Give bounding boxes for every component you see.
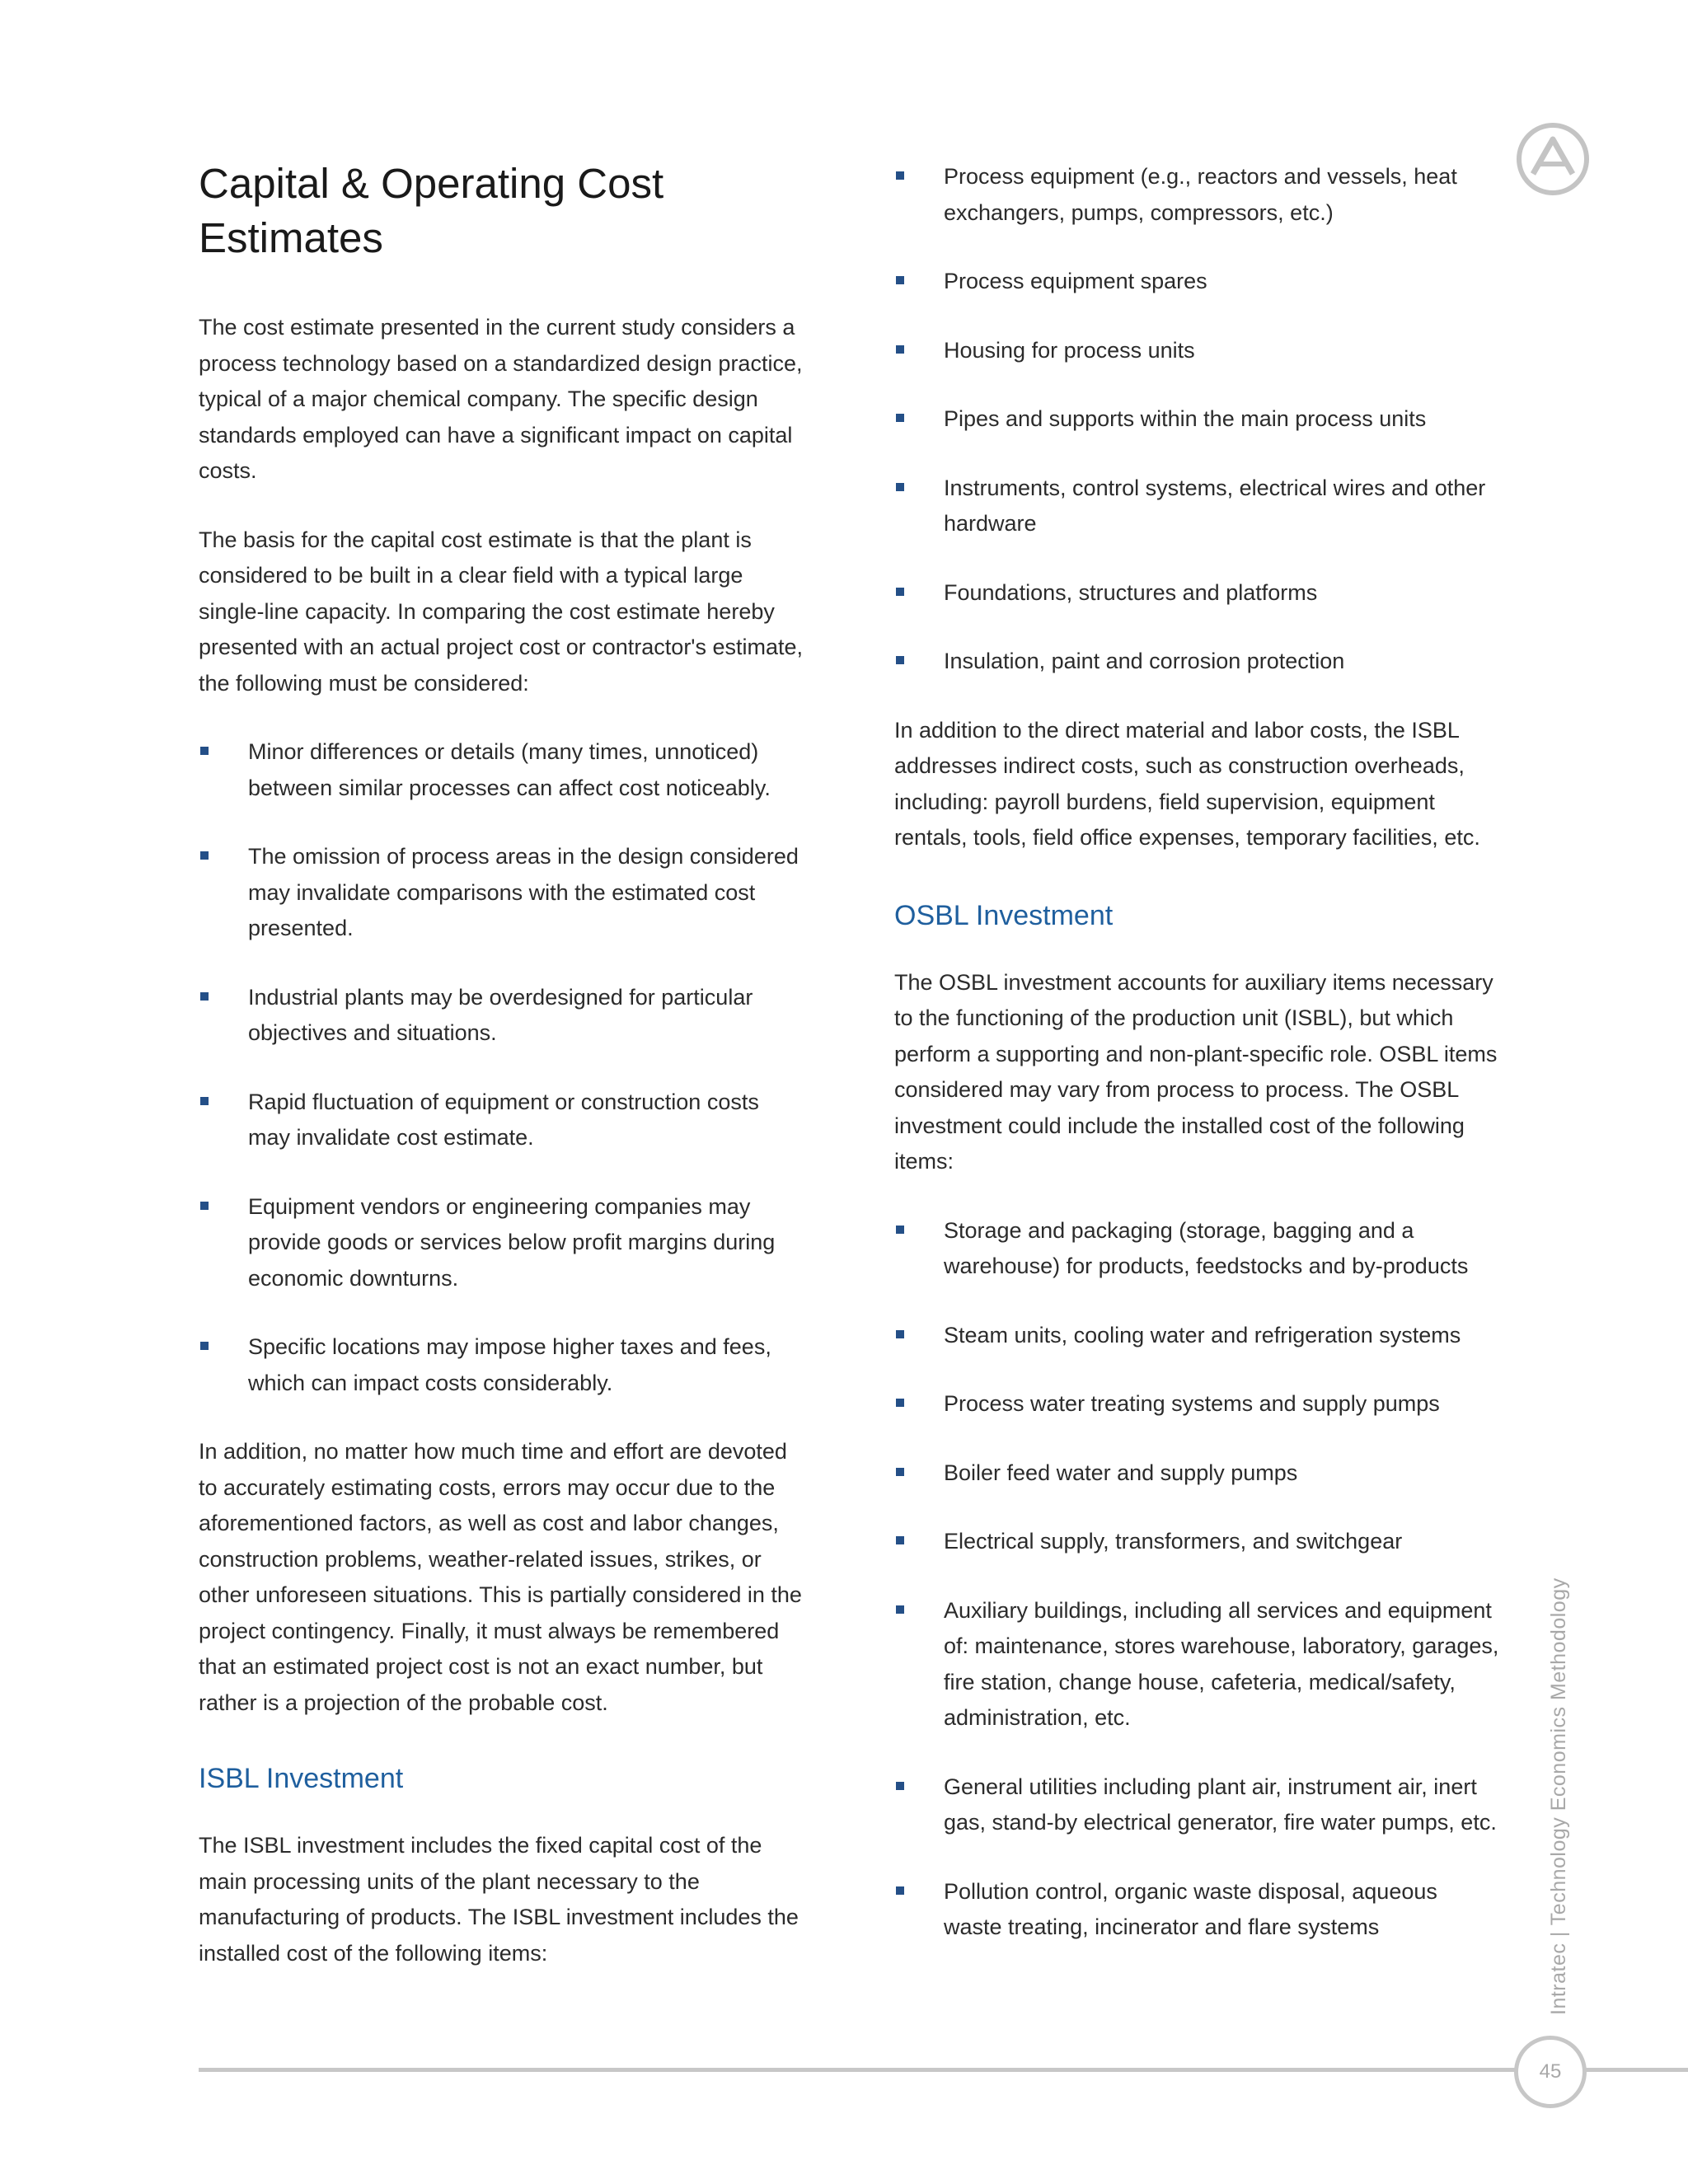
bullet-square-icon [896,588,904,596]
bullet-square-icon [896,1226,904,1234]
bullet-square-icon [896,1330,904,1338]
intratec-logo-icon [1515,121,1591,197]
page-title: Capital & Operating Cost Estimates [199,160,664,261]
list-item: Minor differences or details (many times, unnoticed) between similar processes can affect cost noticeably. [199,734,804,806]
isbl-indirect-paragraph: In addition to the direct material and labor costs, the ISBL addresses indirect costs, such as construction overheads, including: payroll burdens, field supervision, equipment rentals, tools, field office expenses, temporary facilities, etc. [894,717,1480,850]
bullet-square-icon [896,1886,904,1895]
list-item: Insulation, paint and corrosion protection [894,644,1500,680]
left-column [199,157,804,2004]
list-item: Pipes and supports within the main process units [894,401,1500,438]
bullet-square-icon [200,851,209,860]
list-item: Specific locations may impose higher taxes and fees, which can impact costs considerably. [199,1329,804,1401]
bullet-square-icon [896,1536,904,1544]
list-item: Pollution control, organic waste disposal, aqueous waste treating, incinerator and flare systems [894,1874,1500,1946]
list-item: General utilities including plant air, instrument air, inert gas, stand-by electrical generator, fire water pumps, etc. [894,1769,1500,1841]
osbl-paragraph: The OSBL investment accounts for auxiliary items necessary to the functioning of the production unit (ISBL), but which perform a supporting and non-plant-specific role. OSBL items considered may vary from process to process. The OSBL investment could include the installed cost of the following items: [894,969,1498,1174]
basis-paragraph: The basis for the capital cost estimate is that the plant is considered to be built in a clear field with a typical large single-line capacity. In comparing the cost estimate hereby presented with an actual project cost or contractor's estimate, the following must be considered: [199,527,804,696]
bullet-square-icon [896,1468,904,1476]
osbl-items-list [894,1213,1500,1946]
osbl-heading: OSBL Investment [894,899,1114,931]
list-item: Instruments, control systems, electrical wires and other hardware [894,471,1500,542]
list-item: Process water treating systems and supply pumps [894,1386,1500,1422]
list-item: Rapid fluctuation of equipment or construction costs may invalidate cost estimate. [199,1085,804,1156]
list-item: Process equipment spares [894,264,1500,300]
list-item: Steam units, cooling water and refrigeration systems [894,1318,1500,1354]
intro-paragraph: The cost estimate presented in the current study considers a process technology based on a standardized design practice, typical of a major chemical company. The specific design standards employed can have a significant impact on capital costs. [199,315,803,483]
bullet-square-icon [896,276,904,284]
isbl-paragraph: The ISBL investment includes the fixed capital cost of the main processing units of the plant necessary to the manufacturing of products. The ISBL investment includes the installed cost of the following items: [199,1833,799,1966]
bullet-square-icon [896,414,904,422]
bullet-square-icon [200,1097,209,1105]
list-item: Electrical supply, transformers, and switchgear [894,1524,1500,1560]
bullet-square-icon [896,171,904,180]
isbl-heading: ISBL Investment [199,1763,404,1794]
page-number: 45 [1514,2036,1587,2108]
errors-paragraph: In addition, no matter how much time and effort are devoted to accurately estimating costs, errors may occur due to the aforementioned factors, as well as cost and labor changes, construction problems, weather-related issues, strikes, or other unforeseen situations. This is partially considered in the project contingency. Finally, it must always be remembered that an estimated project cost is not an exact number, but rather is a projection of the probable cost. [199,1439,802,1715]
list-item: The omission of process areas in the design considered may invalidate comparisons with the estimated cost presented. [199,839,804,947]
bullet-square-icon [896,483,904,491]
bullet-square-icon [200,747,209,755]
bullet-square-icon [896,345,904,354]
list-item: Equipment vendors or engineering companies may provide goods or services below profit margins during economic downturns. [199,1189,804,1297]
list-item: Industrial plants may be overdesigned for particular objectives and situations. [199,980,804,1052]
bullet-square-icon [200,1202,209,1210]
list-item: Auxiliary buildings, including all services and equipment of: maintenance, stores warehouse, laboratory, garages, fire station, change house, cafeteria, medical/safety, administration, etc. [894,1593,1500,1736]
list-item: Housing for process units [894,333,1500,369]
list-item: Boiler feed water and supply pumps [894,1455,1500,1492]
bullet-square-icon [200,1342,209,1350]
right-column [894,159,1500,1979]
sidebar-running-title: Intratec | Technology Economics Methodology [1547,1577,1570,2015]
considerations-list [199,734,804,1401]
list-item: Storage and packaging (storage, bagging and a warehouse) for products, feedstocks and by-products [894,1213,1500,1285]
bullet-square-icon [896,656,904,664]
bullet-square-icon [896,1782,904,1790]
list-item: Foundations, structures and platforms [894,575,1500,612]
isbl-items-list [894,159,1500,680]
bullet-square-icon [896,1605,904,1614]
footer-rule [199,2068,1688,2072]
bullet-square-icon [200,992,209,1001]
list-item: Process equipment (e.g., reactors and vessels, heat exchangers, pumps, compressors, etc.) [894,159,1500,231]
bullet-square-icon [896,1399,904,1407]
